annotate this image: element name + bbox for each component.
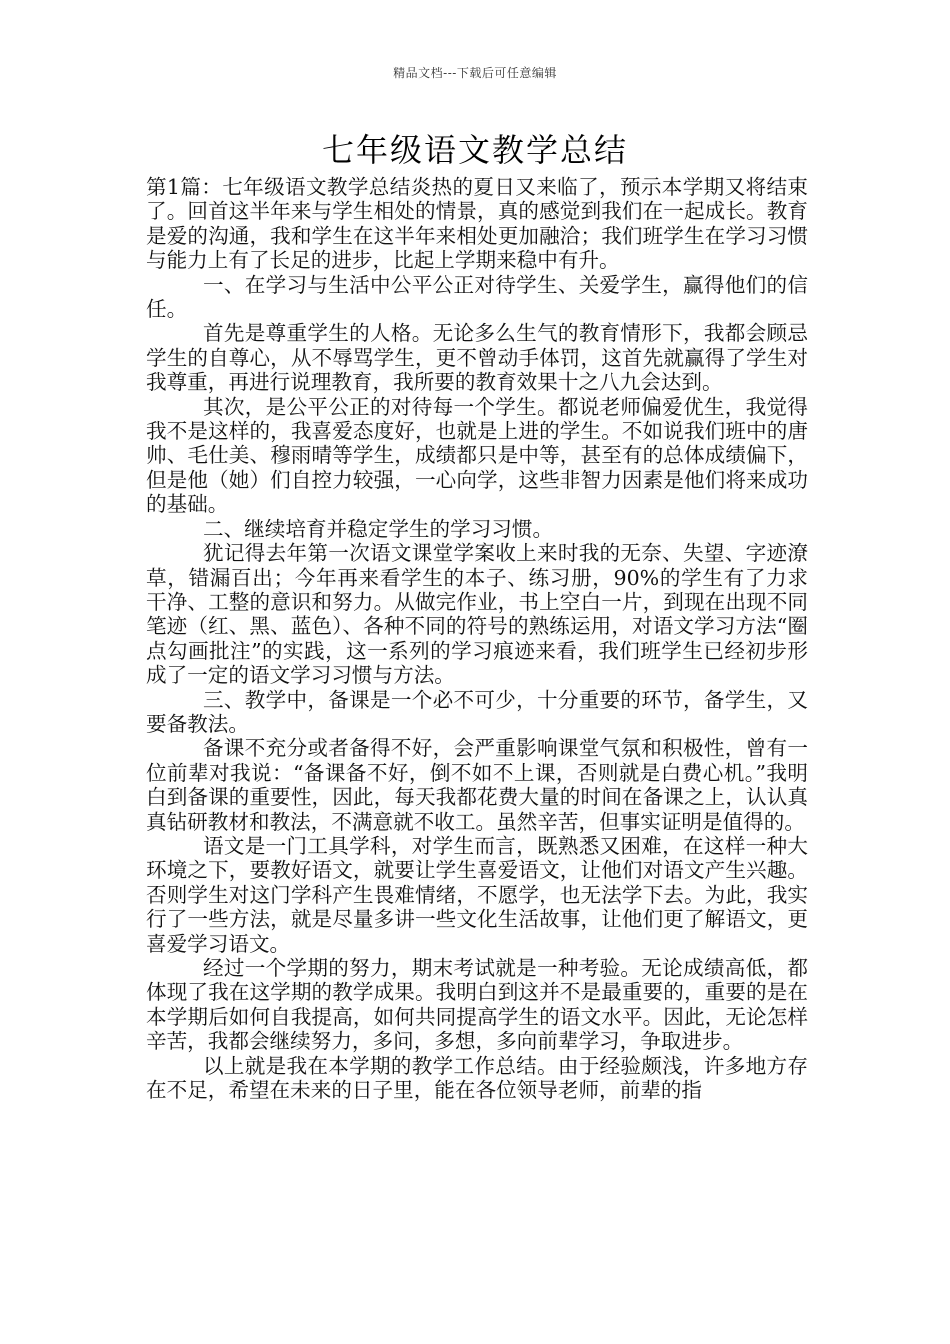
paragraph: 首先是尊重学生的人格。无论多么生气的教育情形下，我都会顾忌学生的自尊心，从不辱骂学生，更不曾动手体罚，这首先就赢得了学生对我尊重，再进行说理教育，我所要的教育效果十之八九会达到。: [146, 321, 808, 395]
document-body: [146, 175, 808, 1102]
paragraph: 备课不充分或者备得不好，会严重影响课堂气氛和积极性，曾有一位前辈对我说：“备课备不好，倒不如不上课，否则就是白费心机。”我明白到备课的重要性，因此，每天我都花费大量的时间在备课之上，认认真真钻研教材和教法，不满意就不收工。虽然辛苦，但事实证明是值得的。: [146, 736, 808, 834]
section-heading-1: 一、在学习与生活中公平公正对待学生、关爱学生，赢得他们的信任。: [146, 272, 808, 322]
header-note: 精品文档---下载后可任意编辑: [393, 66, 557, 80]
paragraph: 经过一个学期的努力，期末考试就是一种考验。无论成绩高低，都体现了我在这学期的教学成果。我明白到这并不是最重要的，重要的是在本学期后如何自我提高，如何共同提高学生的语文水平。因此，无论怎样辛苦，我都会继续努力，多问，多想，多向前辈学习，争取进步。: [146, 956, 808, 1054]
paragraph-closing: 以上就是我在本学期的教学工作总结。由于经验颇浅，许多地方存在不足，希望在未来的日子里，能在各位领导老师，前辈的指: [146, 1053, 808, 1103]
paragraph: 犹记得去年第一次语文课堂学案收上来时我的无奈、失望、字迹潦草，错漏百出；今年再来看学生的本子、练习册，90%的学生有了力求干净、工整的意识和努力。从做完作业，书上空白一片，到现在出现不同笔迹（红、黑、蓝色）、各种不同的符号的熟练运用，对语文学习方法“圈点勾画批注”的实践，这一系列的学习痕迹来看，我们班学生已经初步形成了一定的语文学习习惯与方法。: [146, 541, 808, 688]
paragraph: 其次，是公平公正的对待每一个学生。都说老师偏爱优生，我觉得我不是这样的，我喜爱态度好，也就是上进的学生。不如说我们班中的唐帅、毛仕美、穆雨晴等学生，成绩都只是中等，甚至有的总体成绩偏下，但是他（她）们自控力较强，一心向学，这些非智力因素是他们将来成功的基础。: [146, 394, 808, 517]
section-heading-2: 二、继续培育并稳定学生的学习习惯。: [203, 516, 554, 541]
paragraph: 语文是一门工具学科，对学生而言，既熟悉又困难，在这样一种大环境之下，要教好语文，就要让学生喜爱语文，让他们对语文产生兴趣。否则学生对这门学科产生畏难情绪，不愿学，也无法学下去。为此，我实行了一些方法，就是尽量多讲一些文化生活故事，让他们更了解语文，更喜爱学习语文。: [146, 833, 808, 956]
paragraph-intro: 第1篇：七年级语文教学总结炎热的夏日又来临了，预示本学期又将结束了。回首这半年来与学生相处的情景，真的感觉到我们在一起成长。教育是爱的沟通，我和学生在这半年来相处更加融洽；我们班学生在学习习惯与能力上有了长足的进步，比起上学期来稳中有升。: [146, 175, 808, 273]
document-title: 七年级语文教学总结: [321, 131, 628, 169]
section-heading-3: 三、教学中，备课是一个必不可少，十分重要的环节，备学生，又要备教法。: [146, 687, 808, 736]
